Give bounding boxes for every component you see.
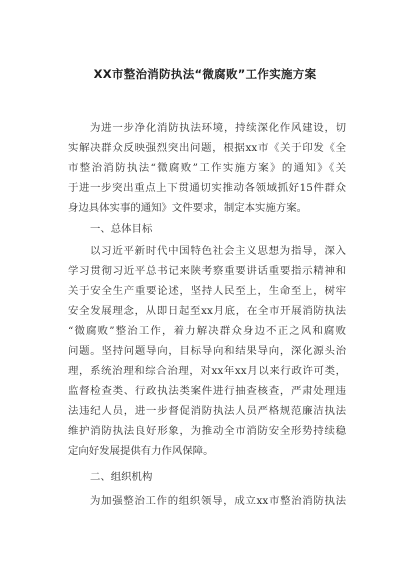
body-line: 学习贯彻习近平总书记来陕考察重要讲话重要指示精神和 (68, 265, 346, 277)
body-line: 定向好发展提供有力作风保障。 (68, 445, 214, 457)
body-line: 维护消防执法良好形象，为推动全市消防安全形势持续稳 (68, 425, 346, 437)
body-line: 法违纪人员，进一步督促消防执法人员严格规范廉洁执法 (68, 405, 346, 417)
intro-line: 为进一步净化消防执法环境，持续深化作风建设，切 (90, 122, 346, 134)
intro-line: 于进一步突出重点上下贯通切实推动各领域抓好15件群众 (68, 182, 346, 194)
body-line: 安全发展理念，从即日起至xx月底，在全市开展消防执法 (68, 305, 346, 317)
document-title: XX市整治消防执法“微腐败”工作实施方案 (93, 67, 317, 81)
intro-line: 市整治消防执法“微腐败”工作实施方案》的通知》《关 (68, 162, 346, 174)
body-line: “微腐败”整治工作，着力解决群众身边不正之风和腐败 (68, 325, 346, 337)
body-line: 监督检查类、行政执法类案件进行抽查核查，严肃处理违 (68, 385, 346, 397)
section-heading-organization: 二、组织机构 (90, 471, 153, 483)
intro-line: 实解决群众反映强烈突出问题，根据xx市《关于印发《全 (68, 142, 346, 154)
intro-line: 身边具体实事的通知》文件要求，制定本实施方案。 (68, 202, 307, 214)
section-heading-goals: 一、总体目标 (90, 223, 153, 235)
body-line: 问题。坚持问题导向，目标导向和结果导向，深化源头治 (68, 345, 346, 357)
body-line: 以习近平新时代中国特色社会主义思想为指导，深入 (90, 245, 346, 257)
body-line: 关于安全生产重要论述，坚持人民至上，生命至上，树牢 (68, 285, 346, 297)
body-line: 为加强整治工作的组织领导，成立xx市整治消防执法 (90, 495, 346, 507)
body-line: 理，系统治理和综合治理，对xx年xx月以来行政许可类， (68, 365, 346, 377)
